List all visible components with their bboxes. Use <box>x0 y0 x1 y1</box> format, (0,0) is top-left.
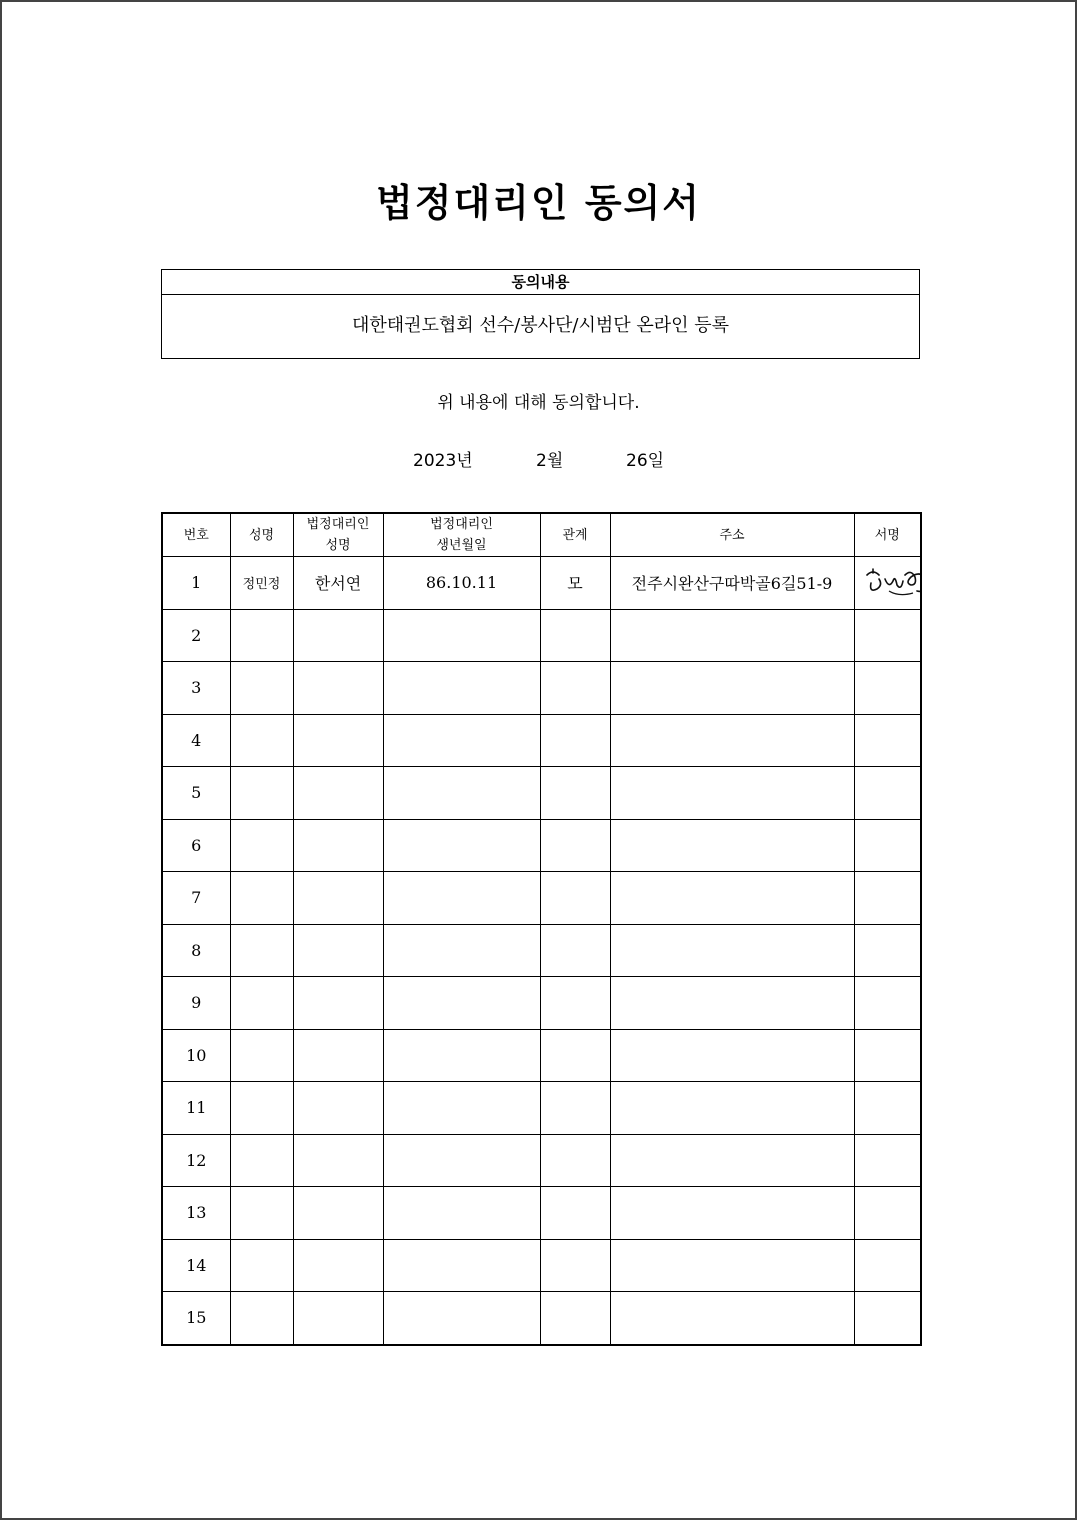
handwritten-signature-icon <box>859 561 922 609</box>
cell-relation <box>540 1082 610 1135</box>
cell-name <box>230 977 293 1030</box>
cell-relation <box>540 872 610 925</box>
cell-name <box>230 1187 293 1240</box>
cell-signature <box>854 1082 921 1135</box>
cell-relation <box>540 714 610 767</box>
cell-address <box>610 1187 854 1240</box>
cell-relation <box>540 1029 610 1082</box>
cell-guardian-birth <box>383 714 540 767</box>
cell-guardian-birth <box>383 1187 540 1240</box>
cell-guardian-name <box>293 662 383 715</box>
cell-number: 11 <box>162 1082 230 1135</box>
cell-address <box>610 1239 854 1292</box>
cell-guardian-name: 한서연 <box>293 557 383 610</box>
cell-name <box>230 1134 293 1187</box>
cell-guardian-name <box>293 872 383 925</box>
table-row <box>162 872 921 925</box>
header-guardian-birth-line1: 법정대리인 <box>430 517 493 532</box>
cell-signature <box>854 767 921 820</box>
header-guardian-birth <box>383 513 540 557</box>
cell-number: 7 <box>162 872 230 925</box>
cell-number: 9 <box>162 977 230 1030</box>
cell-guardian-birth <box>383 1292 540 1345</box>
cell-address <box>610 662 854 715</box>
cell-guardian-name <box>293 924 383 977</box>
cell-guardian-birth <box>383 872 540 925</box>
cell-guardian-name <box>293 767 383 820</box>
cell-number: 8 <box>162 924 230 977</box>
table-row <box>162 924 921 977</box>
cell-address <box>610 977 854 1030</box>
table-row <box>162 977 921 1030</box>
cell-guardian-birth <box>383 924 540 977</box>
table-row <box>162 1292 921 1345</box>
cell-guardian-name <box>293 609 383 662</box>
cell-guardian-birth <box>383 767 540 820</box>
cell-relation <box>540 767 610 820</box>
cell-guardian-name <box>293 1187 383 1240</box>
cell-number: 4 <box>162 714 230 767</box>
cell-guardian-name <box>293 1292 383 1345</box>
cell-signature <box>854 1187 921 1240</box>
cell-guardian-birth <box>383 1029 540 1082</box>
cell-name <box>230 714 293 767</box>
cell-guardian-birth <box>383 1082 540 1135</box>
cell-relation <box>540 977 610 1030</box>
header-name: 성명 <box>230 513 293 557</box>
cell-address <box>610 1134 854 1187</box>
cell-name <box>230 872 293 925</box>
table-row <box>162 1029 921 1082</box>
table-row <box>162 1134 921 1187</box>
cell-number: 14 <box>162 1239 230 1292</box>
cell-guardian-birth <box>383 662 540 715</box>
cell-name <box>230 767 293 820</box>
cell-signature <box>854 1134 921 1187</box>
cell-address <box>610 872 854 925</box>
cell-name <box>230 1082 293 1135</box>
cell-guardian-name <box>293 714 383 767</box>
cell-guardian-name <box>293 1134 383 1187</box>
cell-address <box>610 1082 854 1135</box>
cell-guardian-name <box>293 1082 383 1135</box>
cell-guardian-name <box>293 819 383 872</box>
header-signature: 서명 <box>854 513 921 557</box>
cell-signature <box>854 819 921 872</box>
table-row <box>162 714 921 767</box>
cell-signature <box>854 609 921 662</box>
cell-signature <box>854 1239 921 1292</box>
cell-relation <box>540 1134 610 1187</box>
cell-relation <box>540 662 610 715</box>
cell-guardian-birth: 86.10.11 <box>383 557 540 610</box>
cell-number: 5 <box>162 767 230 820</box>
cell-number: 10 <box>162 1029 230 1082</box>
cell-guardian-birth <box>383 609 540 662</box>
guardian-table <box>161 512 922 1346</box>
table-row <box>162 1082 921 1135</box>
cell-relation <box>540 1187 610 1240</box>
cell-number: 2 <box>162 609 230 662</box>
cell-name <box>230 1292 293 1345</box>
table-row <box>162 819 921 872</box>
cell-number: 1 <box>162 557 230 610</box>
cell-address: 전주시완산구따박골6길51-9 <box>610 557 854 610</box>
cell-signature <box>854 557 921 610</box>
cell-signature <box>854 872 921 925</box>
consent-box <box>161 269 920 359</box>
cell-signature <box>854 1029 921 1082</box>
cell-address <box>610 1029 854 1082</box>
cell-name <box>230 1239 293 1292</box>
header-number: 번호 <box>162 513 230 557</box>
cell-name <box>230 609 293 662</box>
header-address: 주소 <box>610 513 854 557</box>
date-year: 2023년 <box>413 451 473 471</box>
cell-signature <box>854 924 921 977</box>
cell-relation <box>540 609 610 662</box>
table-row <box>162 557 921 610</box>
table-row <box>162 1239 921 1292</box>
table-row <box>162 1187 921 1240</box>
cell-relation <box>540 1292 610 1345</box>
cell-signature <box>854 977 921 1030</box>
cell-address <box>610 924 854 977</box>
cell-guardian-name <box>293 1029 383 1082</box>
cell-guardian-birth <box>383 1134 540 1187</box>
table-row <box>162 609 921 662</box>
cell-signature <box>854 1292 921 1345</box>
cell-guardian-birth <box>383 1239 540 1292</box>
table-row <box>162 767 921 820</box>
consent-body: 대한태권도협회 선수/봉사단/시범단 온라인 등록 <box>351 315 730 336</box>
cell-number: 6 <box>162 819 230 872</box>
cell-relation <box>540 924 610 977</box>
table-header-row <box>162 513 921 557</box>
document-title: 법정대리인 동의서 <box>376 181 701 225</box>
cell-address <box>610 1292 854 1345</box>
cell-guardian-birth <box>383 977 540 1030</box>
header-relation: 관계 <box>540 513 610 557</box>
agreement-text: 위 내용에 대해 동의합니다. <box>437 393 640 413</box>
cell-number: 13 <box>162 1187 230 1240</box>
cell-address <box>610 767 854 820</box>
cell-relation <box>540 1239 610 1292</box>
cell-guardian-birth <box>383 819 540 872</box>
cell-signature <box>854 714 921 767</box>
header-guardian-name-line1: 법정대리인 <box>306 517 370 532</box>
cell-number: 15 <box>162 1292 230 1345</box>
cell-name <box>230 924 293 977</box>
table-row <box>162 662 921 715</box>
cell-relation: 모 <box>540 557 610 610</box>
date-month: 2월 <box>536 451 564 471</box>
cell-guardian-name <box>293 1239 383 1292</box>
cell-address <box>610 714 854 767</box>
cell-name <box>230 1029 293 1082</box>
consent-header: 동의내용 <box>162 270 919 295</box>
cell-relation <box>540 819 610 872</box>
cell-address <box>610 819 854 872</box>
cell-name: 정민정 <box>230 557 293 610</box>
cell-name <box>230 819 293 872</box>
cell-guardian-name <box>293 977 383 1030</box>
cell-name <box>230 662 293 715</box>
cell-number: 3 <box>162 662 230 715</box>
date-day: 26일 <box>626 451 665 471</box>
cell-address <box>610 609 854 662</box>
header-guardian-birth-line2: 생년월일 <box>436 538 487 553</box>
header-guardian-name <box>293 513 383 557</box>
cell-signature <box>854 662 921 715</box>
header-guardian-name-line2: 성명 <box>325 538 351 553</box>
cell-number: 12 <box>162 1134 230 1187</box>
